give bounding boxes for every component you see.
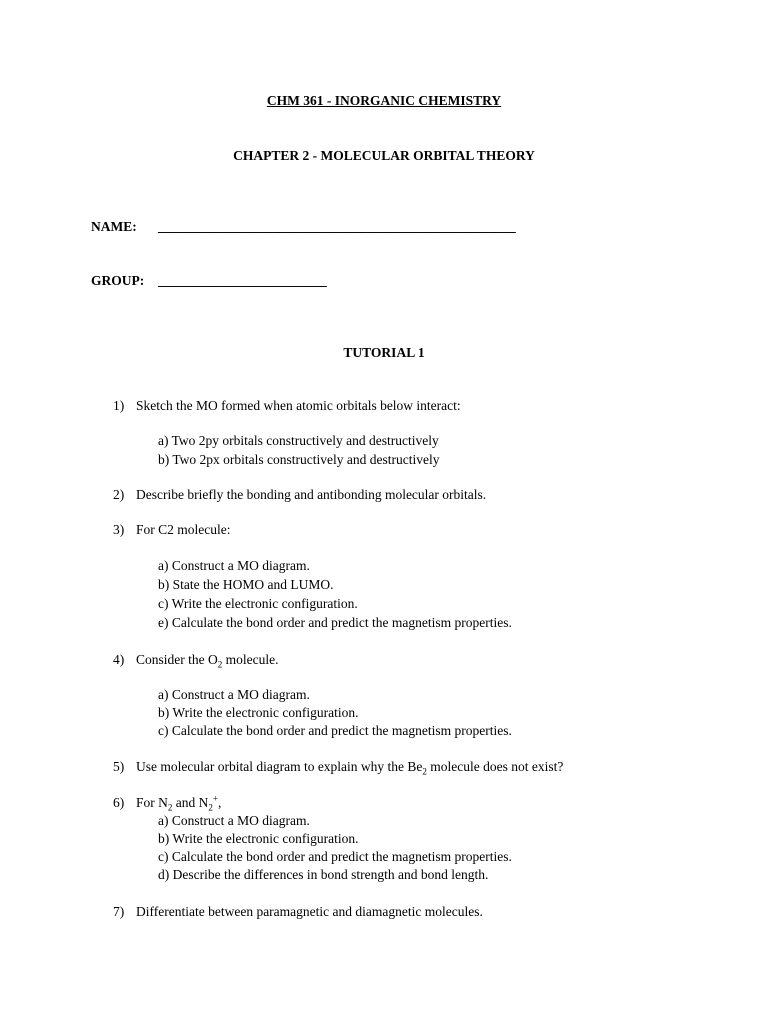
- question-part: b) Write the electronic configuration.: [158, 705, 359, 720]
- question-number: 2): [113, 487, 125, 502]
- question-number: 7): [113, 904, 125, 919]
- question-part: c) Calculate the bond order and predict the magnetism properties.: [158, 723, 512, 738]
- question-text: Consider the $O_2$ molecule.: [136, 652, 279, 670]
- question-part: a) Two 2py orbitals constructively and destructively: [158, 433, 439, 448]
- question-number: 4): [113, 652, 125, 667]
- question-number: 3): [113, 522, 125, 537]
- question-part: b) State the HOMO and LUMO.: [158, 577, 334, 592]
- question-text: Use molecular orbital diagram to explain why the $Be_2$ molecule does not exist?: [136, 759, 564, 777]
- question-text: For $N_2$ and $N_2^+$,: [136, 793, 222, 813]
- course-title: CHM 361 - INORGANIC CHEMISTRY: [266, 93, 502, 108]
- question-part: a) Construct a MO diagram.: [158, 813, 310, 828]
- question-part: c) Calculate the bond order and predict the magnetism properties.: [158, 849, 512, 864]
- question-text: Sketch the MO formed when atomic orbitals below interact:: [136, 398, 461, 413]
- group-blank-line: _________________________: [158, 273, 327, 288]
- tutorial-heading: TUTORIAL 1: [343, 345, 425, 360]
- question-text: Describe briefly the bonding and antibonding molecular orbitals.: [136, 487, 487, 502]
- question-part: c) Write the electronic configuration.: [158, 596, 358, 611]
- question-number: 6): [113, 795, 125, 810]
- chapter-title: CHAPTER 2 - MOLECULAR ORBITAL THEORY: [233, 148, 535, 163]
- name-blank-line: _____________________________________________________: [158, 219, 516, 234]
- question-part: d) Describe the differences in bond strength and bond length.: [158, 867, 489, 882]
- question-text: Differentiate between paramagnetic and diamagnetic molecules.: [136, 904, 483, 919]
- question-part: a) Construct a MO diagram.: [158, 687, 310, 702]
- question-part: e) Calculate the bond order and predict the magnetism properties.: [158, 615, 512, 630]
- question-part: b) Two 2px orbitals constructively and destructively: [158, 452, 440, 467]
- question-part: b) Write the electronic configuration.: [158, 831, 359, 846]
- question-number: 5): [113, 759, 125, 774]
- question-part: a) Construct a MO diagram.: [158, 558, 310, 573]
- group-label: GROUP:: [91, 273, 145, 288]
- question-text: For C2 molecule:: [136, 522, 231, 537]
- name-label: NAME:: [91, 219, 137, 234]
- question-number: 1): [113, 398, 125, 413]
